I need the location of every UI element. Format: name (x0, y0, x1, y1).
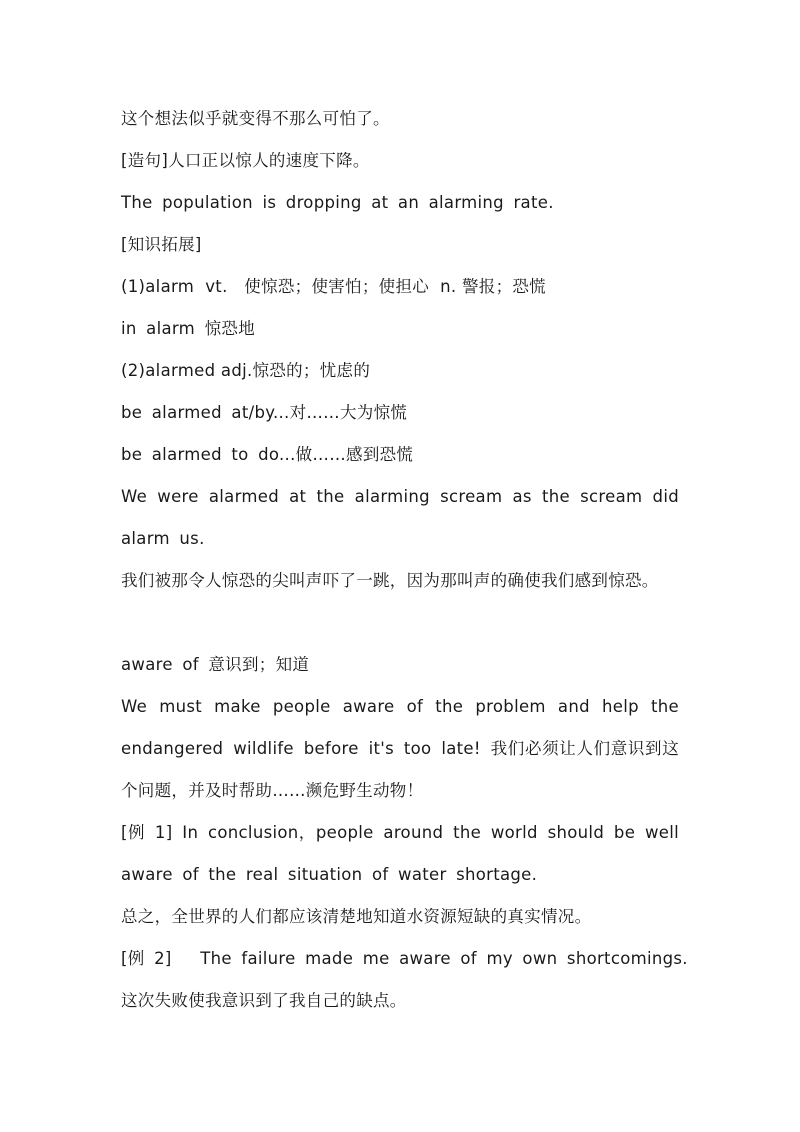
translation-line: 个问题，并及时帮助……濒危野生动物！ (121, 781, 424, 800)
text-line: in alarm 惊恐地 (121, 319, 256, 338)
example-sentence: [例 1] In conclusion，people around the world should be well (121, 823, 679, 842)
example-sentence: [例 2] The failure made me aware of my own shortcomings. (121, 949, 688, 968)
text-line: 这个想法似乎就变得不那么可怕了。 (121, 109, 390, 128)
section-heading: [知识拓展] (121, 235, 202, 254)
translation-line: 这次失败使我意识到了我自己的缺点。 (121, 991, 407, 1010)
text-line: be alarmed to do...做……感到恐慌 (121, 445, 414, 464)
example-sentence: alarm us. (121, 529, 205, 548)
text-line: (2)alarmed adj.惊恐的；忧虑的 (121, 361, 371, 380)
text-line: [造句]人口正以惊人的速度下降。 (121, 151, 370, 170)
translation-line: 总之，全世界的人们都应该清楚地知道水资源短缺的真实情况。 (121, 907, 592, 926)
text-line: be alarmed at/by...对……大为惊慌 (121, 403, 408, 422)
example-sentence: We were alarmed at the alarming scream as the scream did (121, 487, 679, 506)
example-sentence: The population is dropping at an alarming rate. (121, 193, 554, 212)
entry-heading: aware of 意识到；知道 (121, 655, 310, 674)
example-sentence: We must make people aware of the problem and help the (121, 697, 679, 716)
text-line: (1)alarm vt. 使惊恐；使害怕；使担心 n. 警报；恐慌 (121, 277, 546, 296)
translation-line: 我们被那令人惊恐的尖叫声吓了一跳，因为那叫声的确使我们感到惊恐。 (121, 571, 659, 590)
example-sentence: endangered wildlife before it's too late! 我们必须让人们意识到这 (121, 739, 679, 758)
example-sentence: aware of the real situation of water shortage. (121, 865, 538, 884)
